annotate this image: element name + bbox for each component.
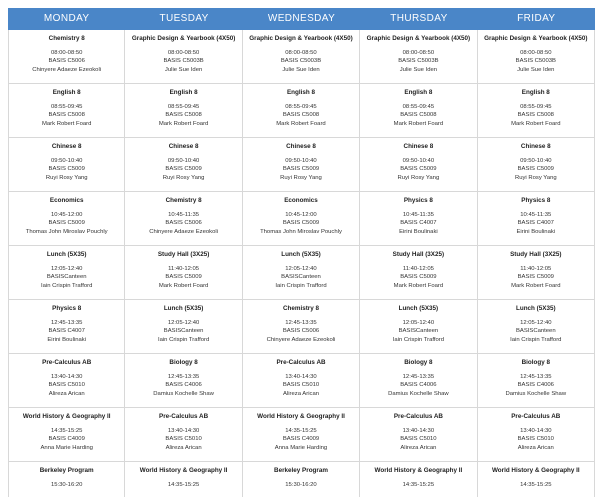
class-teacher: Julie Sue Iden [164,66,203,73]
class-teacher: Mark Robert Foard [393,282,444,289]
class-room: BASISCanteen [46,274,87,281]
class-teacher: Mark Robert Foard [41,120,92,127]
class-room: BASIS C5009 [165,274,202,281]
class-teacher: Anna Marie Harding [40,444,93,451]
class-time: 12:45-13:35 [50,320,83,326]
class-time: 13:40-14:30 [50,374,83,380]
class-teacher: Damius Kochelle Shaw [505,390,567,397]
class-cell [8,30,125,84]
class-cell [243,408,360,462]
class-room: BASISCanteen [163,328,204,335]
class-room: BASIS C5008 [400,112,437,119]
class-cell [360,408,477,462]
class-time: 13:40-14:30 [167,428,200,434]
class-cell [8,300,125,354]
class-subject: Chemistry 8 [165,197,202,204]
day-header-monday: MONDAY [43,13,90,24]
class-subject: Lunch (5X35) [398,305,439,312]
class-cell [360,30,477,84]
schedule-grid [8,30,595,497]
class-cell [360,300,477,354]
day-header-tuesday: TUESDAY [159,13,209,24]
class-cell [243,138,360,192]
class-teacher: Damius Kochelle Shaw [153,390,214,397]
class-cell [243,246,360,300]
class-cell [478,138,595,192]
class-subject: Physics 8 [52,305,82,312]
class-teacher: Eirini Boulinaki [516,228,556,235]
class-subject: English 8 [286,89,315,96]
class-time: 11:40-12:05 [520,266,552,272]
class-cell [478,354,595,408]
class-time: 14:35-15:25 [167,482,200,488]
class-time: 12:45-13:35 [167,374,200,380]
class-time: 13:40-14:30 [520,428,552,434]
class-room: BASIS C5009 [400,166,437,173]
class-cell [360,138,477,192]
class-room: BASIS C5010 [517,436,554,443]
class-teacher: Mark Robert Foard [511,282,561,289]
class-subject: World History & Geography II [374,467,463,474]
class-room: BASIS C5009 [400,274,437,281]
day-header-friday: FRIDAY [517,13,556,24]
class-teacher: Iain Crispin Trafford [510,336,562,343]
class-subject: Lunch (5X35) [281,251,321,258]
class-time: 10:45-12:00 [285,212,317,218]
class-subject: Study Hall (3X25) [157,251,210,258]
class-cell [478,192,595,246]
class-subject: Pre-Calculus AB [511,413,561,420]
class-cell [360,462,477,497]
class-teacher: Thomas John Miroslav Pouchly [25,228,108,235]
class-subject: Graphic Design & Yearbook (4X50) [484,35,588,42]
class-subject: Chinese 8 [520,143,551,150]
class-subject: Chinese 8 [168,143,199,150]
class-cell [8,354,125,408]
class-cell [125,462,242,497]
class-teacher: Chinyere Adaeze Ezeokoli [266,336,336,343]
class-teacher: Ruyi Rosy Yang [514,174,557,181]
class-subject: Berkeley Program [39,467,94,474]
class-room: BASIS C5010 [165,436,202,443]
class-time: 12:05-12:40 [50,266,83,272]
class-room: BASIS C5006 [282,328,320,335]
class-room: BASIS C5008 [165,112,202,119]
class-cell [360,192,477,246]
class-teacher: Iain Crispin Trafford [275,282,327,289]
class-cell [125,30,242,84]
class-room: BASIS C5010 [400,436,437,443]
class-time: 12:45-13:35 [520,374,552,380]
class-teacher: Eirini Boulinaki [47,336,87,343]
day-header-thursday: THURSDAY [390,13,448,24]
class-room: BASIS C5009 [282,220,320,227]
class-teacher: Damius Kochelle Shaw [388,390,449,397]
class-cell [243,30,360,84]
class-room: BASIS C5006 [48,58,85,65]
class-room: BASIS C5006 [165,220,202,227]
class-time: 13:40-14:30 [402,428,435,434]
class-subject: Chemistry 8 [282,305,320,312]
class-time: 10:45-11:35 [402,212,434,218]
class-room: BASIS C5008 [282,112,320,119]
class-cell [478,84,595,138]
class-teacher: Julie Sue Iden [517,66,555,73]
class-time: 15:30-16:20 [285,482,317,488]
class-teacher: Ruyi Rosy Yang [45,174,88,181]
class-room: BASIS C4006 [400,382,437,389]
class-time: 10:45-12:00 [50,212,83,218]
class-teacher: Eirini Boulinaki [399,228,438,235]
class-time: 08:00-08:50 [520,50,552,56]
class-time: 09:50-10:40 [167,158,200,164]
class-teacher: Alireza Arican [165,444,202,451]
class-subject: English 8 [404,89,433,96]
class-time: 08:00-08:50 [285,50,317,56]
class-cell [125,246,242,300]
class-time: 09:50-10:40 [285,158,317,164]
class-room: BASISCanteen [515,328,556,335]
class-room: BASISCanteen [398,328,439,335]
class-time: 08:55-09:45 [402,104,435,110]
class-time: 14:35-15:25 [402,482,435,488]
class-room: BASIS C4009 [48,436,85,443]
class-teacher: Chinyere Adaeze Ezeokoli [32,66,102,73]
class-subject: English 8 [52,89,81,96]
class-cell [478,246,595,300]
class-teacher: Ruyi Rosy Yang [397,174,440,181]
class-teacher: Iain Crispin Trafford [157,336,210,343]
class-room: BASIS C4006 [517,382,554,389]
class-room: BASIS C4007 [48,328,85,335]
class-subject: Chemistry 8 [48,35,85,42]
class-time: 09:50-10:40 [402,158,435,164]
class-time: 11:40-12:05 [402,266,434,272]
class-time: 12:05-12:40 [285,266,317,272]
class-room: BASIS C5009 [48,220,85,227]
class-subject: Biology 8 [404,359,433,366]
class-cell [125,84,242,138]
class-teacher: Chinyere Adaeze Ezeokoli [149,228,218,235]
class-cell [8,138,125,192]
class-subject: Pre-Calculus AB [393,413,443,420]
class-cell [125,138,242,192]
class-subject: Graphic Design & Yearbook (4X50) [366,35,471,42]
class-teacher: Iain Crispin Trafford [41,282,93,289]
class-teacher: Anna Marie Harding [274,444,328,451]
class-subject: Economics [49,197,84,204]
class-cell [478,300,595,354]
class-cell [360,354,477,408]
class-room: BASIS C5009 [282,166,320,173]
class-room: BASIS C5010 [48,382,85,389]
class-time: 11:40-12:05 [168,266,200,272]
class-cell [8,192,125,246]
class-room: BASIS C4006 [165,382,202,389]
class-subject: World History & Geography II [22,413,111,420]
class-cell [243,462,360,497]
class-cell [478,462,595,497]
class-subject: Pre-Calculus AB [159,413,209,420]
class-teacher: Mark Robert Foard [276,120,326,127]
class-room: BASISCanteen [281,274,321,281]
day-header-row [8,8,595,30]
class-cell [478,30,595,84]
class-subject: Lunch (5X35) [163,305,204,312]
class-time: 08:00-08:50 [167,50,200,56]
class-time: 14:35-15:25 [520,482,552,488]
class-teacher: Mark Robert Foard [158,282,209,289]
class-cell [243,84,360,138]
class-subject: Study Hall (3X25) [510,251,562,258]
class-teacher: Julie Sue Iden [399,66,438,73]
class-time: 14:35-15:25 [285,428,317,434]
class-time: 09:50-10:40 [520,158,552,164]
class-subject: Economics [284,197,318,204]
class-time: 08:55-09:45 [285,104,317,110]
class-cell [360,84,477,138]
class-subject: Lunch (5X35) [46,251,87,258]
class-time: 08:55-09:45 [50,104,83,110]
class-cell [243,354,360,408]
class-cell [360,246,477,300]
class-room: BASIS C5010 [282,382,320,389]
class-room: BASIS C5008 [48,112,85,119]
class-teacher: Julie Sue Iden [282,66,320,73]
class-teacher: Alireza Arican [517,444,554,451]
class-cell [125,300,242,354]
class-subject: World History & Geography II [491,467,580,474]
class-time: 12:45-13:35 [285,320,317,326]
class-time: 08:55-09:45 [520,104,552,110]
class-room: BASIS C4007 [400,220,437,227]
class-subject: Study Hall (3X25) [392,251,445,258]
class-room: BASIS C4009 [282,436,320,443]
class-time: 12:05-12:40 [167,320,200,326]
class-teacher: Ruyi Rosy Yang [162,174,205,181]
class-subject: Graphic Design & Yearbook (4X50) [249,35,353,42]
class-cell [125,408,242,462]
class-teacher: Alireza Arican [282,390,319,397]
class-subject: Chinese 8 [286,143,316,150]
class-cell [8,246,125,300]
class-room: BASIS C5003B [280,58,322,65]
class-room: BASIS C5009 [48,166,85,173]
class-cell [243,300,360,354]
class-room: BASIS C5009 [165,166,202,173]
class-cell [125,354,242,408]
class-time: 08:55-09:45 [167,104,200,110]
class-time: 13:40-14:30 [285,374,317,380]
class-subject: Berkeley Program [274,467,328,474]
class-room: BASIS C5008 [517,112,554,119]
class-teacher: Thomas John Miroslav Pouchly [260,228,342,235]
class-teacher: Mark Robert Foard [158,120,209,127]
class-time: 10:45-11:35 [168,212,200,218]
class-time: 09:50-10:40 [50,158,83,164]
class-subject: English 8 [521,89,550,96]
class-time: 10:45-11:35 [520,212,552,218]
class-time: 08:00-08:50 [50,50,83,56]
class-teacher: Alireza Arican [400,444,437,451]
class-teacher: Iain Crispin Trafford [392,336,445,343]
class-subject: Chinese 8 [51,143,82,150]
class-time: 14:35-15:25 [50,428,83,434]
class-subject: World History & Geography II [139,467,228,474]
class-cell [478,408,595,462]
class-subject: Lunch (5X35) [516,305,556,312]
class-room: BASIS C5003B [515,58,556,65]
class-subject: Biology 8 [521,359,550,366]
class-subject: Chinese 8 [403,143,434,150]
class-cell [8,84,125,138]
class-cell [8,408,125,462]
class-teacher: Alireza Arican [48,390,85,397]
class-cell [8,462,125,497]
class-subject: Physics 8 [521,197,551,204]
class-subject: Graphic Design & Yearbook (4X50) [131,35,236,42]
class-subject: English 8 [169,89,198,96]
class-teacher: Ruyi Rosy Yang [280,174,322,181]
class-time: 12:45-13:35 [402,374,435,380]
class-room: BASIS C4007 [517,220,554,227]
class-subject: Pre-Calculus AB [42,359,92,366]
class-room: BASIS C5003B [398,58,439,65]
class-time: 08:00-08:50 [402,50,435,56]
class-room: BASIS C5009 [517,274,554,281]
class-subject: World History & Geography II [257,413,345,420]
day-header-wednesday: WEDNESDAY [267,13,336,24]
class-subject: Biology 8 [169,359,198,366]
class-room: BASIS C5009 [517,166,554,173]
class-room: BASIS C5003B [163,58,204,65]
class-cell [243,192,360,246]
class-cell [125,192,242,246]
class-time: 12:05-12:40 [520,320,552,326]
class-time: 12:05-12:40 [402,320,435,326]
class-teacher: Mark Robert Foard [511,120,561,127]
class-subject: Pre-Calculus AB [276,359,326,366]
class-teacher: Mark Robert Foard [393,120,444,127]
class-time: 15:30-16:20 [50,482,83,488]
class-subject: Physics 8 [403,197,433,204]
